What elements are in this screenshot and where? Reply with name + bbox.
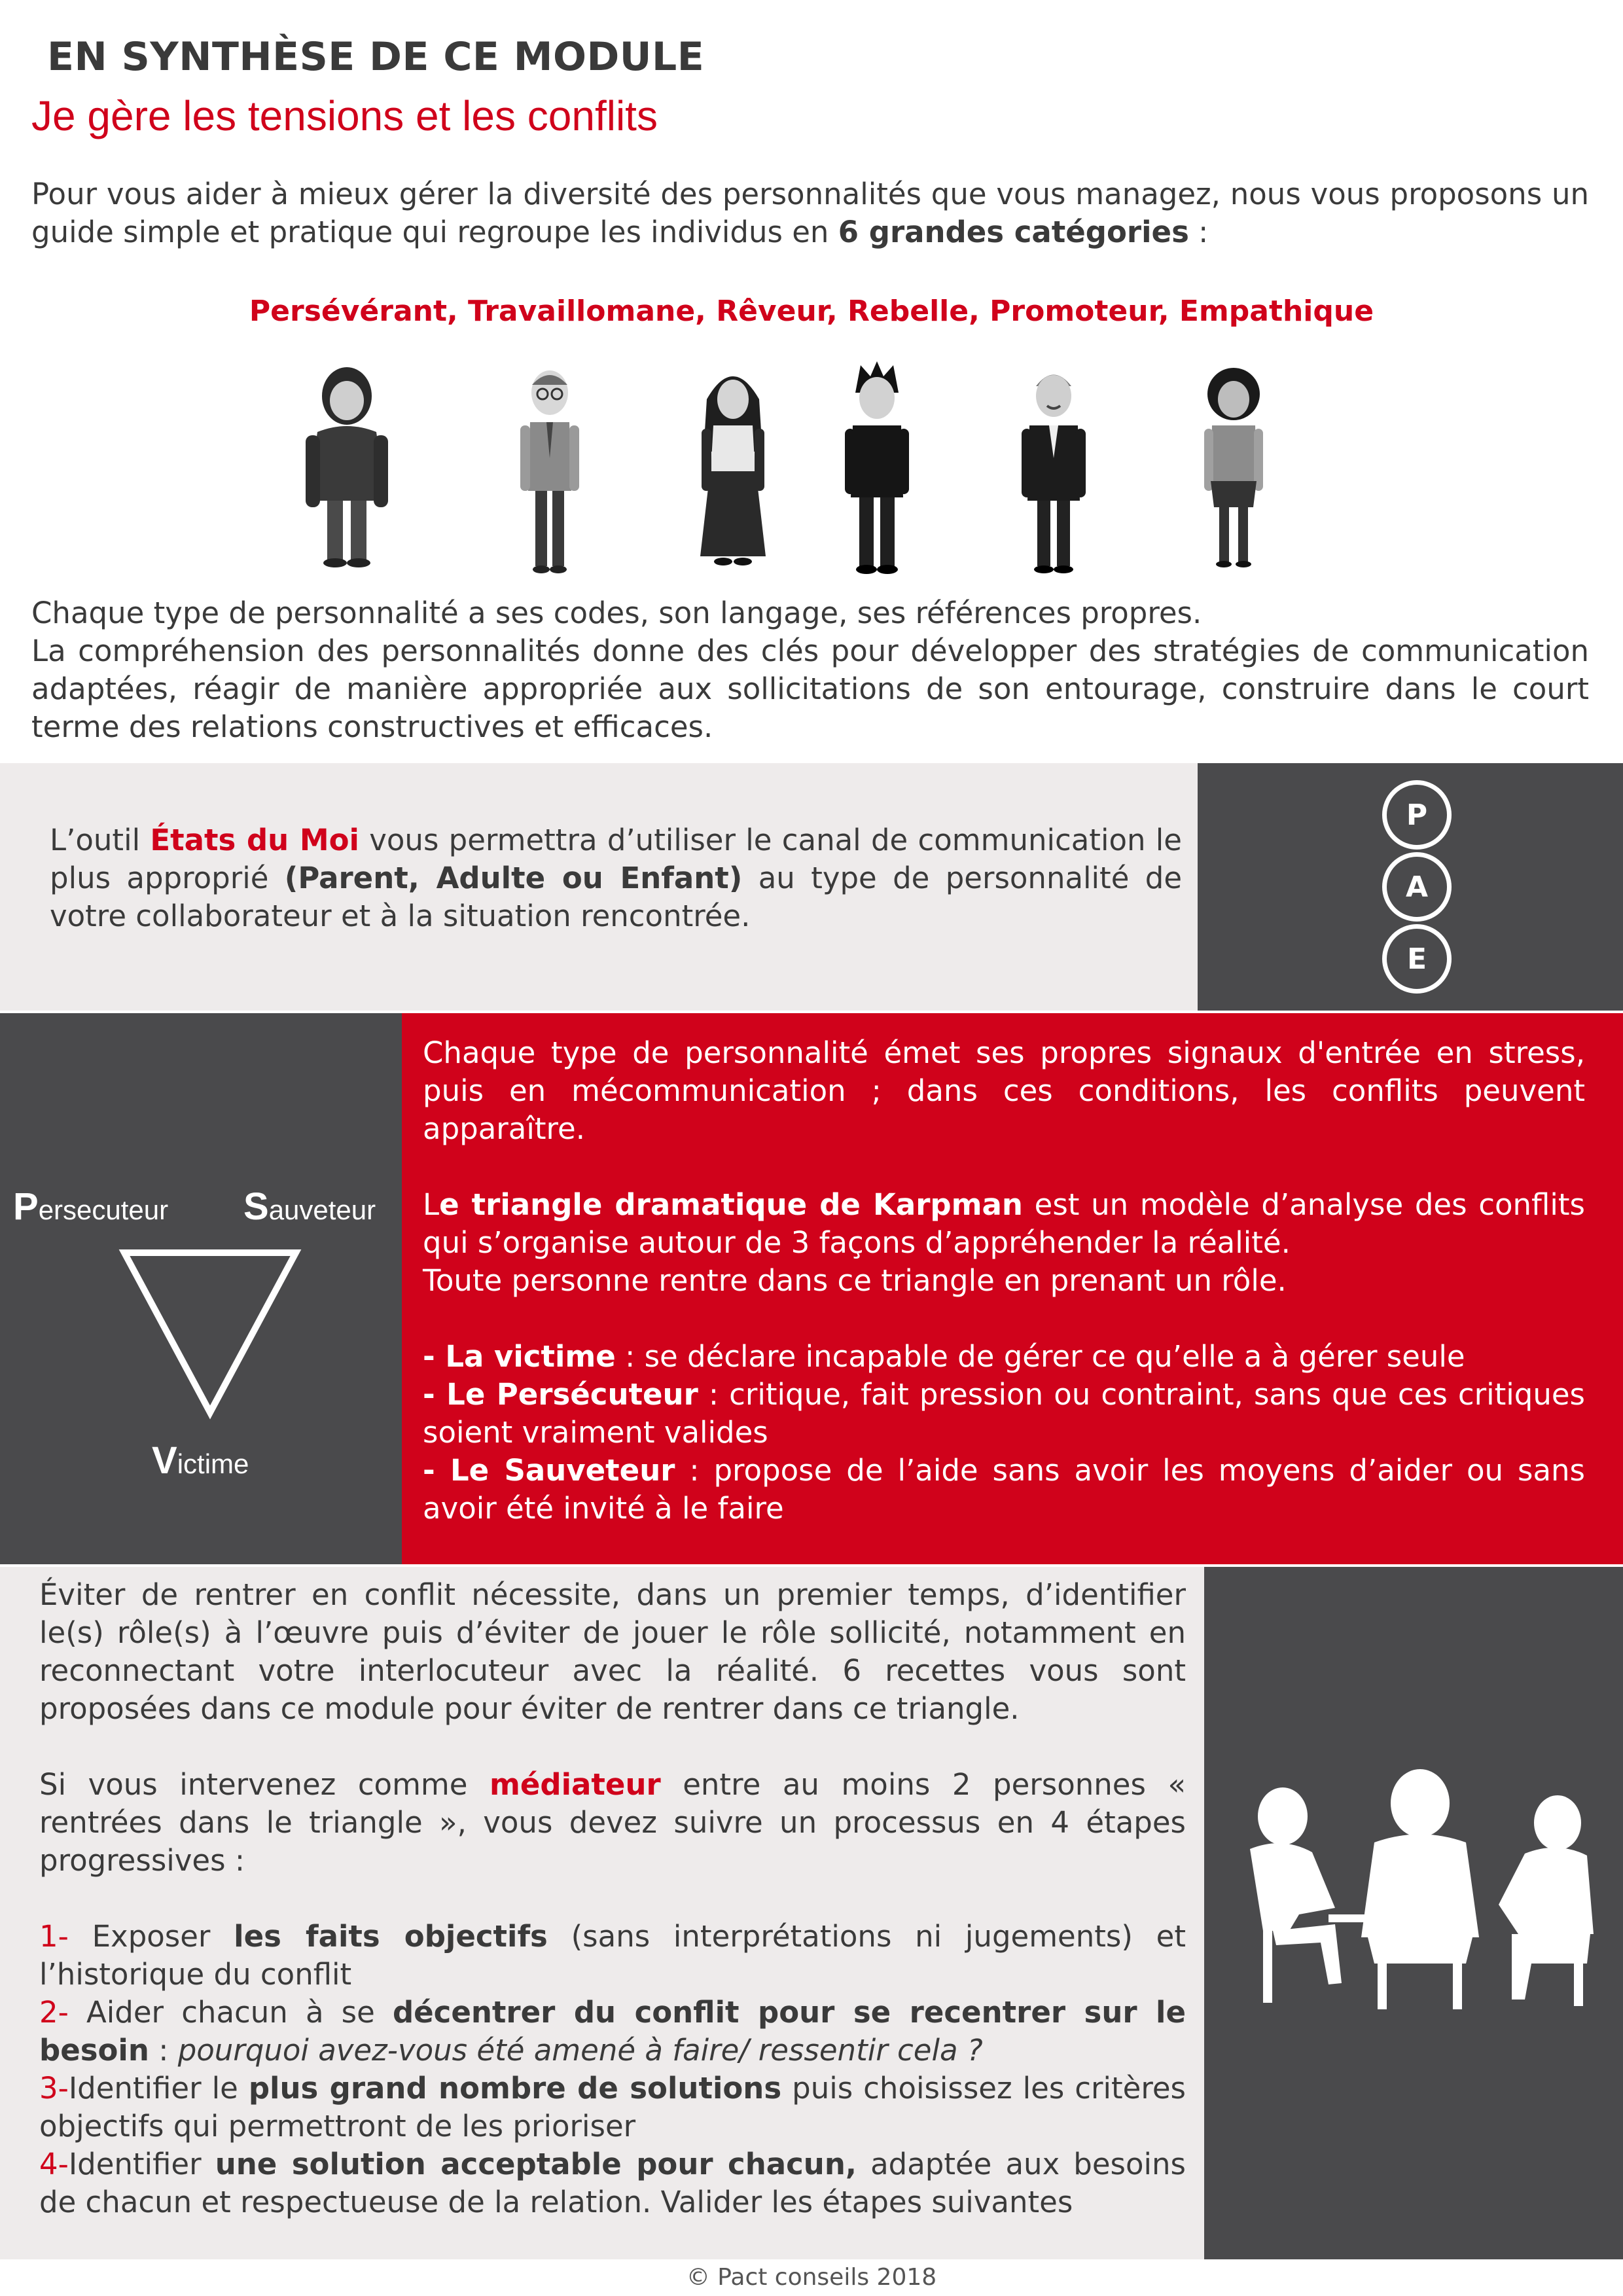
triangle-label-sauveteur: Sauveteur bbox=[243, 1185, 376, 1228]
mediator-step-4: 4-Identifier une solution acceptable pour chacun, adaptée aux besoins de chacun et respectueuse de la relation. Valider les étapes suivantes bbox=[39, 2147, 1186, 2219]
karpman-role-sauveteur: - Le Sauveteur : propose de l’aide sans avoir les moyens d’aider ou sans avoir été invité à le faire bbox=[423, 1453, 1585, 1526]
karpman-model: Le triangle dramatique de Karpman est un modèle d’analyse des conflits qui s’organise autour de 3 façons d’appréhender la réalité. bbox=[423, 1187, 1585, 1260]
figure-promoteur-illustration bbox=[1018, 360, 1090, 576]
mediator-step-3: 3-Identifier le plus grand nombre de solutions puis choisissez les critères objectifs qui permettront de les prioriser bbox=[39, 2071, 1186, 2144]
mediator-text bbox=[39, 1576, 1186, 2221]
karpman-role-persecuteur: - Le Persécuteur : critique, fait pression ou contraint, sans que ces critiques soient vraiment valides bbox=[423, 1377, 1585, 1450]
karpman-description bbox=[423, 1034, 1585, 1528]
mediator-step-2: 2- Aider chacun à se décentrer du conflit pour se recentrer sur le besoin : pourquoi avez-vous été amené à faire/ ressentir cela ? bbox=[39, 1995, 1186, 2068]
personalities-line-2: La compréhension des personnalités donne des clés pour développer des stratégies de communication adaptées, réagir de manière appropriée aux sollicitations de son entourage, construire dans le court terme des relations constructives et efficaces. bbox=[31, 634, 1589, 744]
personalities-paragraph bbox=[31, 594, 1589, 746]
intro-paragraph bbox=[31, 175, 1589, 251]
karpman-model-line2: Toute personne rentre dans ce triangle en prenant un rôle. bbox=[423, 1263, 1287, 1298]
mediator-paragraph-1: Éviter de rentrer en conflit nécessite, dans un premier temps, d’identifier le(s) rôle(s) à l’œuvre puis d’éviter de jouer le rôle sollicité, notamment en reconnectant votre interlocuteur avec la réalité. 6 recettes vous sont proposées dans ce module pour éviter de rentrer dans ce triangle. bbox=[39, 1577, 1186, 1726]
personality-categories: Persévérant, Travaillomane, Rêveur, Rebelle, Promoteur, Empathique bbox=[249, 295, 1374, 328]
triangle-label-persecuteur: Persecuteur bbox=[13, 1185, 169, 1228]
etats-text-part2: vous permettra d’utiliser le canal de communication le plus approprié bbox=[50, 823, 1182, 895]
intro-text: Pour vous aider à mieux gérer la diversité des personnalités que vous managez, nous vous proposons un guide simple et pratique qui regroupe les individus en bbox=[31, 177, 1589, 249]
triangle-label-victime: Victime bbox=[152, 1439, 249, 1482]
pae-enfant-circle: E bbox=[1382, 924, 1452, 994]
figure-reveur-illustration bbox=[694, 360, 772, 569]
karpman-intro: Chaque type de personnalité émet ses propres signaux d'entrée en stress, puis en mécommunication ; dans ces conditions, les conflits peuvent apparaître. bbox=[423, 1035, 1585, 1146]
mediator-step-1: 1- Exposer les faits objectifs (sans interprétations ni jugements) et l’historique du conflit bbox=[39, 1919, 1186, 1992]
figure-travaillomane-illustration bbox=[514, 360, 586, 576]
karpman-role-victime: - La victime : se déclare incapable de gérer ce qu’elle a à gérer seule bbox=[423, 1339, 1465, 1374]
meeting-silhouette-icon bbox=[1237, 1767, 1603, 2016]
pae-parent-circle: P bbox=[1382, 780, 1452, 850]
intro-text-end: : bbox=[1188, 215, 1209, 249]
module-title: EN SYNTHÈSE DE CE MODULE bbox=[47, 34, 705, 80]
personalities-line-1: Chaque type de personnalité a ses codes, son langage, ses références propres. bbox=[31, 596, 1202, 630]
etats-bold: (Parent, Adulte ou Enfant) bbox=[284, 861, 743, 895]
etats-text-part3: au type de personnalité de votre collaborateur et à la situation rencontrée. bbox=[50, 861, 1183, 933]
figure-perseverant-illustration bbox=[291, 360, 402, 569]
etats-du-moi-text bbox=[50, 821, 1182, 935]
module-subtitle: Je gère les tensions et les conflits bbox=[31, 92, 658, 139]
figure-empathique-illustration bbox=[1198, 360, 1270, 569]
copyright-footer: © Pact conseils 2018 bbox=[686, 2264, 937, 2291]
karpman-triangle-icon bbox=[115, 1249, 305, 1420]
etats-text-part1: L’outil bbox=[50, 823, 151, 857]
mediator-paragraph-2: Si vous intervenez comme médiateur entre au moins 2 personnes « rentrées dans le triangle », vous devez suivre un processus en 4 étapes progressives : bbox=[39, 1767, 1186, 1878]
intro-bold: 6 grandes catégories bbox=[838, 215, 1189, 249]
pae-adulte-circle: A bbox=[1382, 852, 1452, 922]
etats-highlight: États du Moi bbox=[150, 823, 359, 857]
figure-rebelle-illustration bbox=[841, 360, 913, 576]
